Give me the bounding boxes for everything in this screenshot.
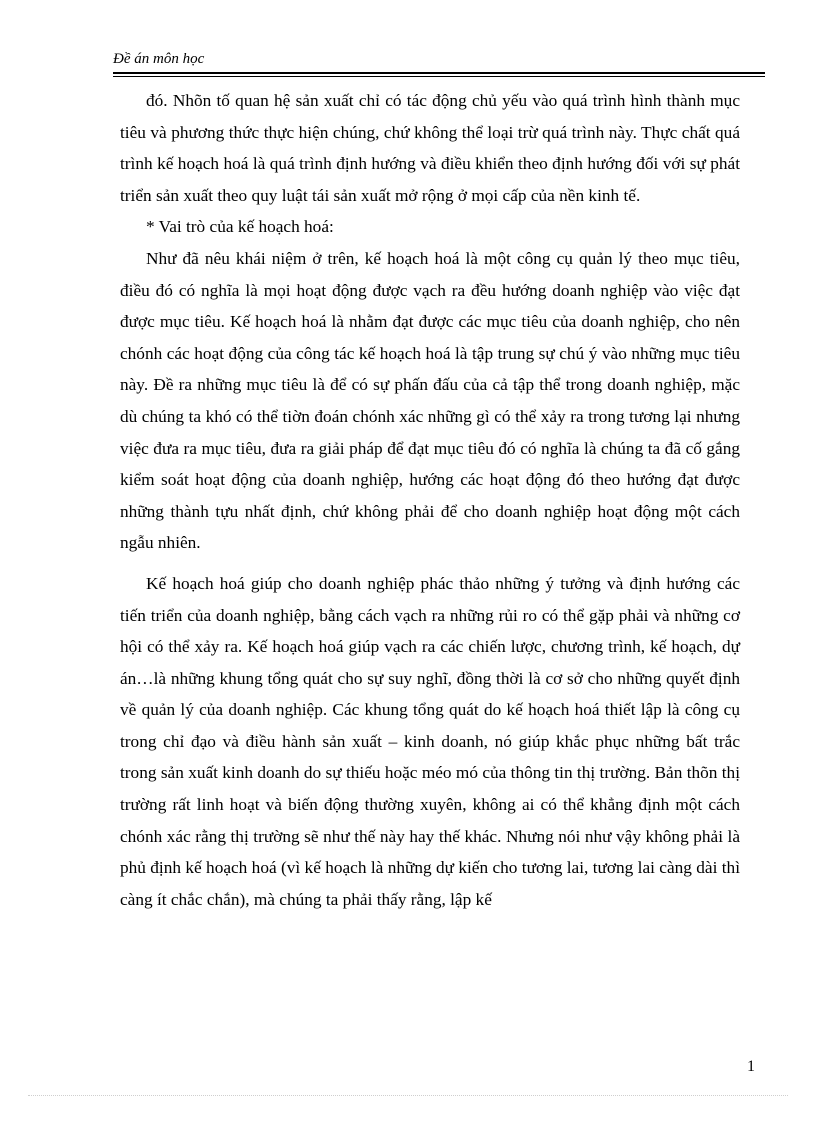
page-bottom-border <box>28 1095 788 1096</box>
page-header <box>113 50 765 77</box>
section-heading-role-of-planning: * Vai trò của kế hoạch hoá: <box>146 217 334 237</box>
paragraph-planning-benefits: Kế hoạch hoá giúp cho doanh nghiệp phác thảo những ý tưởng và định hướng các tiến triển của doanh nghiệp, bằng cách vạch ra những rủi ro có thể gặp phải và những cơ hội có thể xảy ra. Kế hoạch hoá giúp vạch ra các chiến lược, chương trình, kế hoạch, dự án…là những khung tổng quát cho sự suy nghĩ, đồng thời là cơ sở cho những quyết định về quản lý của doanh nghiệp. Các khung tổng quát do kế hoạch hoá thiết lập là công cụ trong chỉ đạo và điều hành sản xuất – kinh doanh, nó giúp khắc phục những bất trắc trong sản xuất kinh doanh do sự thiếu hoặc méo mó của thông tin thị trường. Bản thõn thị trường rất linh hoạt và biến động thường xuyên, không ai có thể khẳng định một cách chónh xác rằng thị trường sẽ như thế này hay thế khác. Nhưng nói như vậy không phải là phủ định kế hoạch hoá (vì kế hoạch là những dự kiến cho tương lai, tương lai càng dài thì càng ít chắc chắn), mà chúng ta phải thấy rằng, lập kế <box>120 573 740 909</box>
body-text <box>120 85 740 915</box>
page-number: 1 <box>747 1058 755 1075</box>
header-rule-thick <box>113 72 765 74</box>
header-title: Đề án môn học <box>113 51 205 67</box>
paragraph-continuation: đó. Nhõn tố quan hệ sản xuất chỉ có tác động chủ yếu vào quá trình hình thành mục tiêu và phương thức thực hiện chúng, chứ không thể loại trừ quá trình này. Thực chất quá trình kế hoạch hoá là quá trình định hướng và điều khiển theo định hướng đối với sự phát triển sản xuất theo quy luật tái sản xuất mở rộng ở mọi cấp của nền kinh tế. <box>120 91 740 205</box>
paragraph-planning-objectives: Như đã nêu khái niệm ở trên, kế hoạch hoá là một công cụ quản lý theo mục tiêu, điều đó có nghĩa là mọi hoạt động được vạch ra đều hướng doanh nghiệp vào việc đạt được mục tiêu. Kế hoạch hoá là nhằm đạt được các mục tiêu của doanh nghiệp, cho nên chónh các hoạt động của công tác kế hoạch hoá là tập trung sự chú ý vào những mục tiêu này. Đề ra những mục tiêu là để có sự phấn đấu của cả tập thể trong doanh nghiệp, mặc dù chúng ta khó có thể tiờn đoán chónh xác những gì có thể xảy ra trong tương lại nhưng việc đưa ra mục tiêu, đưa ra giải pháp để đạt mục tiêu đó có nghĩa là chúng ta đã cố gắng kiểm soát hoạt động của doanh nghiệp, hướng các hoạt động đó theo hướng đạt được những thành tựu nhất định, chứ không phải để cho doanh nghiệp hoạt động một cách ngẫu nhiên. <box>120 248 740 553</box>
header-rule-thin <box>113 76 765 77</box>
